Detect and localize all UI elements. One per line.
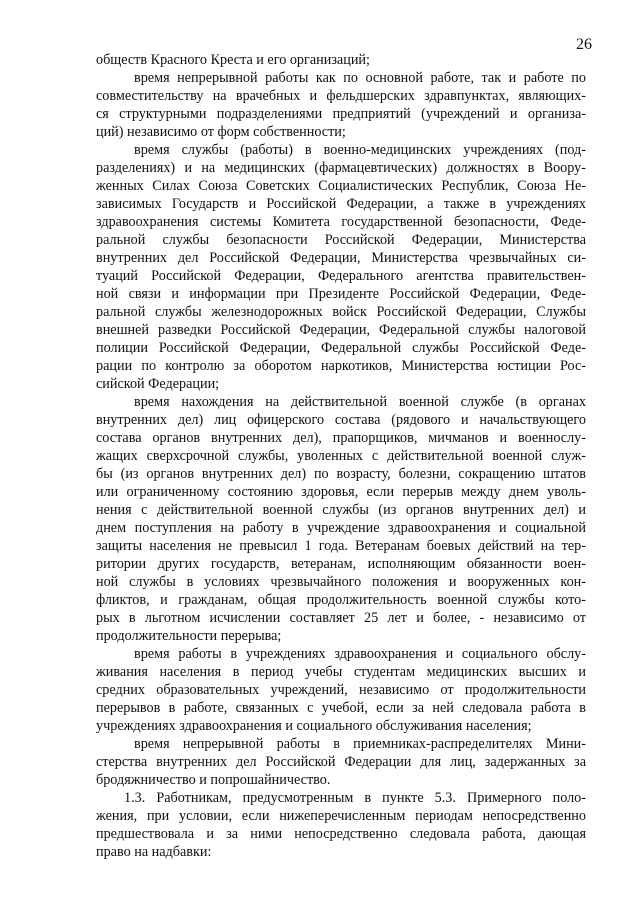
text-line: бы (из органов внутренних дел) по возрасту, болезни, сокращению штатов: [96, 466, 586, 482]
text-line: рации по контролю за оборотом наркотиков, Министерства юстиции Рос-: [96, 358, 586, 374]
text-line: время непрерывной работы в приемниках-распределителях Мини-: [134, 736, 586, 752]
text-line: стерства внутренних дел Российской Федерации для лиц, задержанных за: [96, 754, 586, 770]
text-line: ся структурными подразделениями предприятий (учреждений и организа-: [96, 106, 586, 122]
text-line: предшествовала и за ними непосредственно следовала работа, дающая: [96, 826, 586, 842]
text-line: 1.3. Работникам, предусмотренным в пункте 5.3. Примерного поло-: [124, 790, 586, 806]
text-line: ной службы в условиях чрезвычайного положения и вооруженных кон-: [96, 574, 586, 590]
text-line: учреждениях здравоохранения и социального обслуживания населения;: [96, 718, 532, 734]
text-line: живания населения в период учебы студентам медицинских высших и: [96, 664, 586, 680]
text-line: внутренних дел) лиц офицерского состава (рядового и начальствующего: [96, 412, 586, 428]
text-line: перерывов в работе, связанных с учебой, если за ней следовала работа в: [96, 700, 586, 716]
text-line: женных Силах Союза Советских Социалистических Республик, Союза Не-: [96, 178, 586, 194]
text-line: внешней разведки Российской Федерации, Федеральной службы налоговой: [96, 322, 586, 338]
text-line: здравоохранения системы Комитета государственной безопасности, Феде-: [96, 214, 586, 230]
text-line: время работы в учреждениях здравоохранения и социального обслу-: [134, 646, 586, 662]
text-line: совместительству на врачебных и фельдшерских здравпунктах, являющих-: [96, 88, 586, 104]
text-line: жения, при условии, если нижеперечисленным периодам непосредственно: [96, 808, 586, 824]
text-line: ритории других государств, ветеранам, исполняющим обязанности воен-: [96, 556, 586, 572]
document-body: [96, 51, 586, 861]
page-number: 26: [576, 36, 592, 53]
text-line: или ограниченному состоянию здоровья, если перерыв между днем уволь-: [96, 484, 586, 500]
text-line: время службы (работы) в военно-медицинских учреждениях (под-: [134, 142, 586, 158]
text-line: бродяжничество и попрошайничество.: [96, 772, 331, 788]
text-line: жащих сверхсрочной службы, уволенных с действительной военной служ-: [96, 448, 586, 464]
text-line: ций) независимо от форм собственности;: [96, 124, 346, 140]
text-line: продолжительности перерыва;: [96, 628, 282, 644]
text-line: ральной службы железнодорожных войск Российской Федерации, Службы: [96, 304, 586, 320]
text-line: средних образовательных учреждений, независимо от продолжительности: [96, 682, 586, 698]
text-line: зависимых Государств и Российской Федерации, а также в учреждениях: [96, 196, 586, 212]
text-line: туаций Российской Федерации, Федерального агентства правительствен-: [96, 268, 586, 284]
text-line: фликтов, и гражданам, общая продолжительность военной службы кото-: [96, 592, 586, 608]
text-line: днем поступления на работу в учреждение здравоохранения и социальной: [96, 520, 586, 536]
text-line: внутренних дел Российской Федерации, Министерства чрезвычайных си-: [96, 250, 586, 266]
text-line: время нахождения на действительной военной службе (в органах: [134, 394, 586, 410]
text-line: право на надбавки:: [96, 844, 212, 860]
text-line: время непрерывной работы как по основной работе, так и работе по: [134, 70, 586, 86]
text-line: разделениях) и на медицинских (фармацевтических) должностях в Воору-: [96, 160, 586, 176]
text-line: обществ Красного Креста и его организаций;: [96, 52, 370, 68]
text-line: защиты населения не превысил 1 года. Ветеранам боевых действий на тер-: [96, 538, 586, 554]
text-line: рых в льготном исчислении составляет 25 лет и более, - независимо от: [96, 610, 586, 626]
text-line: состава органов внутренних дел), прапорщиков, мичманов и военнослу-: [96, 430, 586, 446]
text-line: полиции Российской Федерации, Федеральной службы Российской Феде-: [96, 340, 586, 356]
text-line: ральной службы безопасности Российской Федерации, Министерства: [96, 232, 586, 248]
text-line: сийской Федерации;: [96, 376, 220, 392]
text-line: нения с действительной военной службы (из органов внутренних дел) и: [96, 502, 586, 518]
text-line: ной связи и информации при Президенте Российской Федерации, Феде-: [96, 286, 586, 302]
